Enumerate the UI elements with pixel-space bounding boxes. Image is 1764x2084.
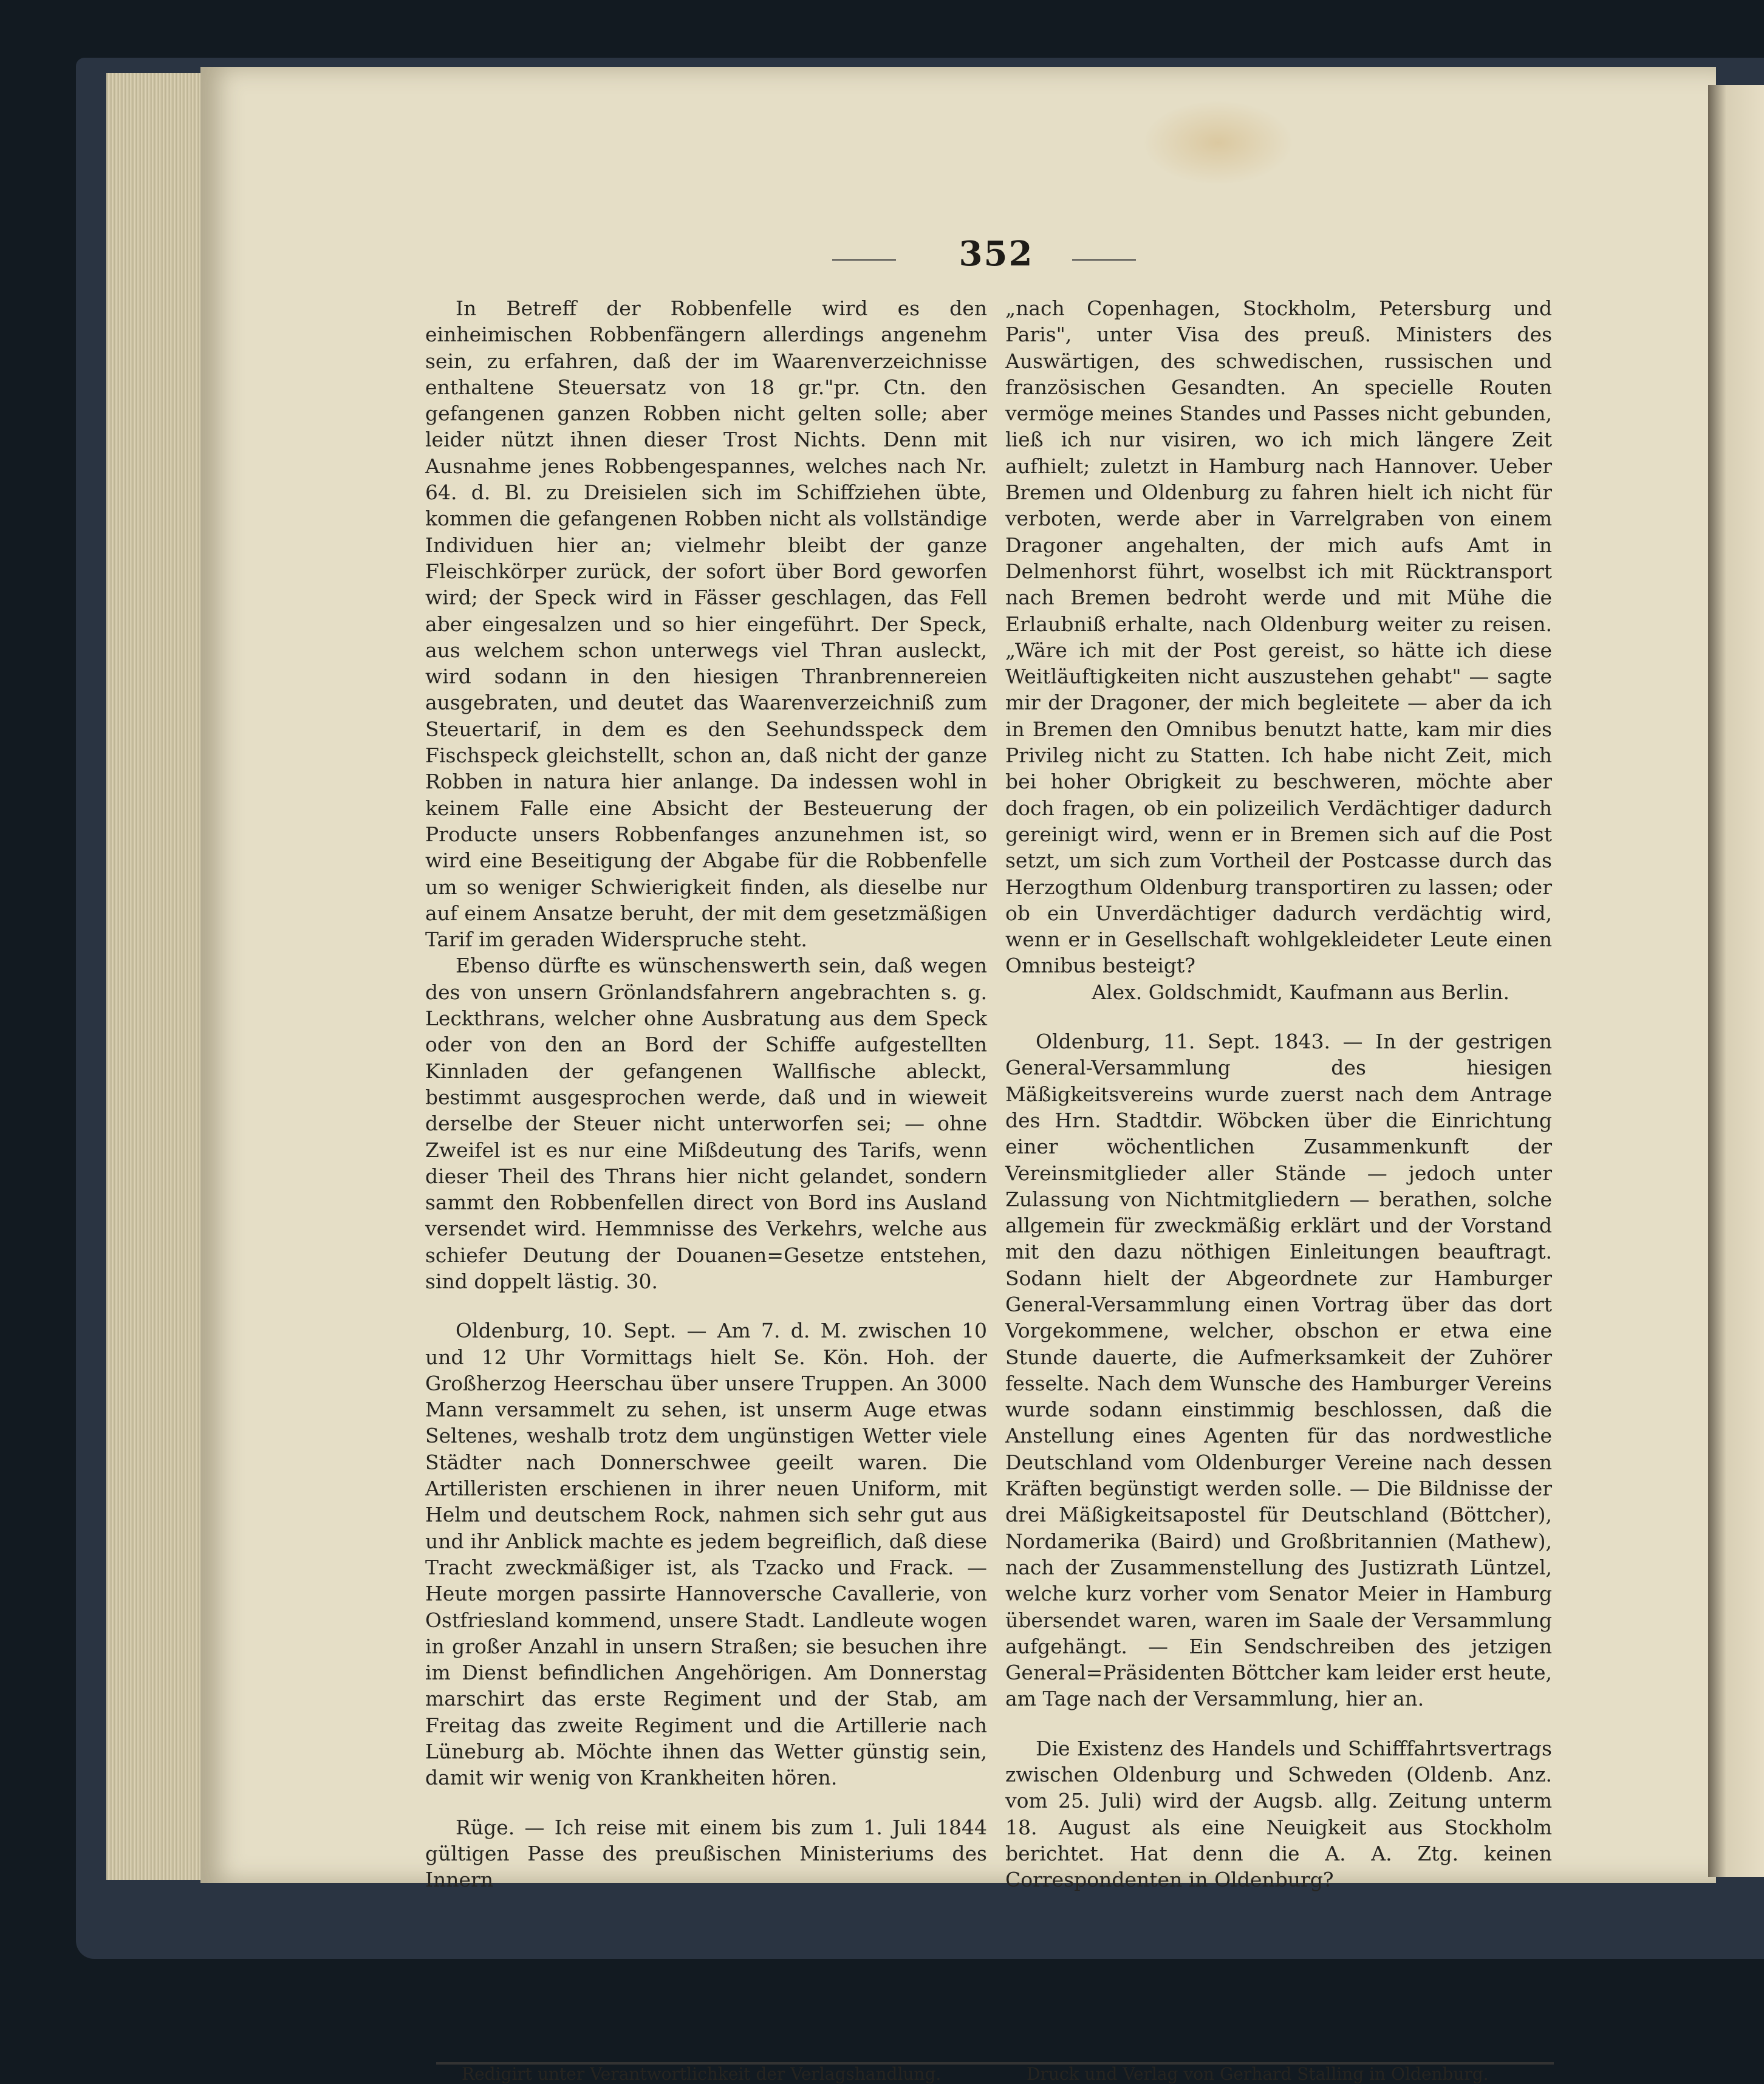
article-ruege-continued: „nach Copenhagen, Stockholm, Petersburg und Paris", unter Visa des preuß. Ministers des Auswärtigen, des schwedischen, russischen und französischen Gesandten. An specielle Routen vermöge meines Standes und Passes nicht gebunden, ließ ich nur visiren, wo ich mich längere Zeit aufhielt; zuletzt in Hamburg nach Hannover. Ueber Bremen und Oldenburg zu fahren hielt ich nicht für verboten, werde aber in Varrelgraben von einem Dragoner angehalten, der mich aufs Amt in Delmenhorst führt, woselbst ich mit Rücktransport nach Bremen bedroht werde und mit Mühe die Erlaubniß erhalte, nach Oldenburg weiter zu reisen. „Wäre ich mit der Post gereist, so hätte ich diese Weitläuftigkeiten nicht auszustehen gehabt" — sagte mir der Dragoner, der mich begleitete — aber da ich in Bremen den Omnibus benutzt hatte, kam mir dies Privileg nicht zu Statten. Ich habe nicht Zeit, mich bei hoher Obrigkeit zu beschweren, möchte aber doch fragen, ob ein polizeilich Verdächtiger dadurch gereinigt wird, wenn er in Bremen sich auf die Post setzt, um sich zum Vortheil der Postcasse durch das Herzogthum Oldenburg transportiren zu lassen; oder ob ein Unverdächtiger dadurch verdächtig wird, wenn er in Gesellschaft wohlgekleideter Leute einen Omnibus besteigt?: [1005, 296, 1552, 978]
header-rule-left: [832, 259, 896, 261]
article-ruege-start: Rüge. — Ich reise mit einem bis zum 1. Juli 1844 gültigen Passe des preußischen Ministeriums des Innern: [425, 1815, 987, 1892]
right-column: [1005, 295, 1552, 1893]
page-header: [832, 234, 1160, 276]
article-robbenfelle: In Betreff der Robbenfelle wird es den einheimischen Robbenfängern allerdings angenehm sein, zu erfahren, daß der im Waarenverzeichnisse enthaltene Steuersatz von 18 gr."pr. Ctn. den gefangenen ganzen Robben nicht gelten solle; aber leider nützt ihnen dieser Trost Nichts. Denn mit Ausnahme jenes Robbengespannes, welches nach Nr. 64. d. Bl. zu Dreisielen sich im Schiffziehen übte, kommen die gefangenen Robben nicht als vollständige Individuen hier an; vielmehr bleibt der ganze Fleischkörper zurück, der sofort über Bord geworfen wird; der Speck wird in Fässer geschlagen, das Fell aber eingesalzen und so hier eingeführt. Der Speck, aus welchem schon unterwegs viel Thran ausleckt, wird sodann in den hiesigen Thranbrennereien ausgebraten, und deutet das Waarenverzeichniß zum Steuertarif, in dem es den Seehundsspeck dem Fischspeck gleichstellt, schon an, daß nicht der ganze Robben in natura hier anlange. Da indessen wohl in keinem Falle eine Absicht der Besteuerung der Producte unsers Robbenfanges anzunehmen ist, so wird eine Beseitigung der Abgabe für die Robbenfelle um so weniger Schwierigkeit finden, als dieselbe nur auf einem Ansatze beruht, der mit dem gesetzmäßigen Tarif im geraden Widerspruche steht.: [425, 296, 987, 952]
facing-page-edge: [1708, 85, 1764, 1877]
page-edges: [106, 73, 216, 1880]
footer-publisher: Druck und Verlag von Gerhard Stalling in Oldenburg.: [1027, 2064, 1489, 2084]
article-signature: Alex. Goldschmidt, Kaufmann aus Berlin.: [1092, 980, 1509, 1004]
article-handelsvertrag: Die Existenz des Handels und Schifffahrtsvertrags zwischen Oldenburg und Schweden (Oldenb. Anz. vom 25. Juli) wird der Augsb. allg. Zeitung unterm 18. August als eine Neuigkeit aus Stockholm berichtet. Hat denn die A. A. Ztg. keinen Correspondenten in Oldenburg?: [1005, 1736, 1552, 1892]
paper-stain: [1142, 100, 1294, 185]
page-number: 352: [959, 234, 1034, 274]
article-oldenburg-heerschau: Oldenburg, 10. Sept. — Am 7. d. M. zwischen 10 und 12 Uhr Vormittags hielt Se. Kön. Hoh. der Großherzog Heerschau über unsere Truppen. An 3000 Mann versammelt zu sehen, ist unserm Auge etwas Seltenes, weshalb trotz dem ungünstigen Wetter viele Städter nach Donnerschwee geeilt waren. Die Artilleristen erschienen in ihrer neuen Uniform, mit Helm und deutschem Rock, nahmen sich sehr gut aus und ihr Anblick machte es jedem begreiflich, daß diese Tracht zweckmäßiger ist, als Tzacko und Frack. — Heute morgen passirte Hannoversche Cavallerie, von Ostfriesland kommend, unsere Stadt. Landleute wogen in großer Anzahl in unsern Straßen; sie besuchen ihre im Dienst befindlichen Angehörigen. Am Donnerstag marschirt das erste Regiment und der Stab, am Freitag das zweite Regiment und die Artillerie nach Lüneburg ab. Möchte ihnen das Wetter günstig sein, damit wir wenig von Krankheiten hören.: [425, 1319, 987, 1790]
article-leckthran: Ebenso dürfte es wünschenswerth sein, daß wegen des von unsern Grönlandsfahrern angebrachten s. g. Leckthrans, welcher ohne Ausbratung aus dem Speck oder von den an Bord der Schiffe aufgestellten Kinnladen der gefangenen Wallfische ableckt, bestimmt ausgesprochen werde, daß und in wieweit derselbe der Steuer nicht unterworfen sei; — ohne Zweifel ist es nur eine Mißdeutung des Tarifs, wenn dieser Theil des Thrans hier nicht gelandet, sondern sammt den Robbenfellen direct von Bord ins Ausland versendet wird. Hemmnisse des Verkehrs, welche aus schiefer Deutung der Douanen=Gesetze entstehen, sind doppelt lästig. 30.: [425, 954, 987, 1293]
footer-editor: Redigirt unter Verantwortlichkeit der Verlagshandlung.: [462, 2064, 942, 2084]
article-oldenburg-maessigkeit: Oldenburg, 11. Sept. 1843. — In der gestrigen General-Versammlung des hiesigen Mäßigkeitsvereins wurde zuerst nach dem Antrage des Hrn. Stadtdir. Wöbcken über die Einrichtung einer wöchentlichen Zusammenkunft der Vereinsmitglieder aller Stände — jedoch unter Zulassung von Nichtmitgliedern — berathen, solche allgemein für zweckmäßig erklärt und der Vorstand mit den dazu nöthigen Einleitungen beauftragt. Sodann hielt der Abgeordnete zur Hamburger General-Versammlung einen Vortrag über das dort Vorgekommene, welcher, obschon er etwa eine Stunde dauerte, die Aufmerksamkeit der Zuhörer fesselte. Nach dem Wunsche des Hamburger Vereins wurde sodann einstimmig beschlossen, daß die Anstellung eines Agenten für das nordwestliche Deutschland vom Oldenburger Vereine nach dessen Kräften begünstigt werden solle. — Die Bildnisse der drei Mäßigkeitsapostel für Deutschland (Böttcher), Nordamerika (Baird) und Großbritannien (Mathew), nach der Zusammenstellung des Justizrath Lüntzel, welche kurz vorher vom Senator Meier in Hamburg übersendet waren, waren im Saale der Versammlung aufgehängt. — Ein Sendschreiben des jetzigen General=Präsidenten Böttcher kam leider erst heute, am Tage nach der Versammlung, hier an.: [1005, 1030, 1552, 1711]
header-rule-right: [1072, 259, 1136, 261]
left-column: [425, 295, 987, 1893]
